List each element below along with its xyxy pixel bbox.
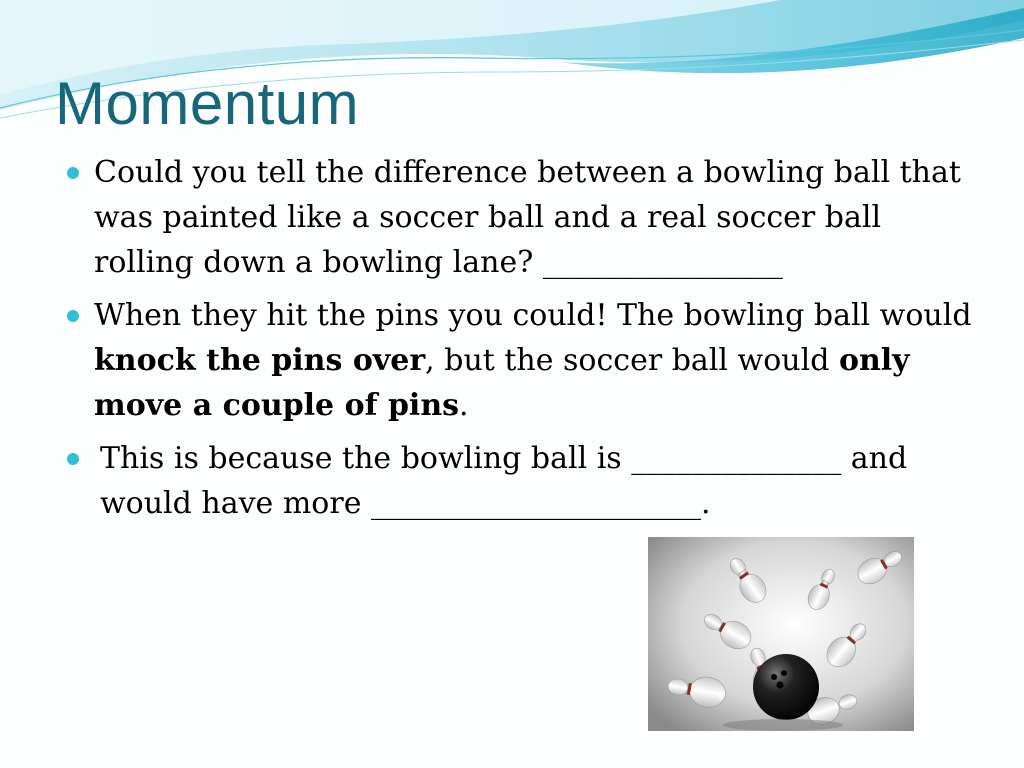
bullet-dot-icon <box>67 453 79 465</box>
bullet-item-3 <box>62 436 972 526</box>
bullet-1-text: Could you tell the difference between a bowling ball that was painted like a soccer ball and a real soccer ball rolling down a bowling lane? ________________ <box>94 155 961 280</box>
bullet-2-text-c: . <box>459 388 469 423</box>
bullet-item-2 <box>62 293 972 428</box>
bullet-3-text: This is because the bowling ball is ______________ and would have more ______________________. <box>100 441 908 521</box>
bullet-dot-icon <box>67 167 79 179</box>
bullet-2-bold-b: only move a couple of pins <box>94 343 910 423</box>
bullet-dot-icon <box>67 310 79 322</box>
bullet-2-text-b: , but the soccer ball would <box>425 343 839 378</box>
bullet-item-1 <box>62 150 972 285</box>
page-title: Momentum <box>55 70 360 137</box>
bowling-pins-image <box>648 537 914 731</box>
bowling-pins-strike-icon <box>648 537 914 731</box>
bullet-list <box>62 150 972 534</box>
bullet-2-text-a: When they hit the pins you could! The bowling ball would <box>94 298 972 333</box>
bullet-2-bold-a: knock the pins over <box>94 343 426 378</box>
